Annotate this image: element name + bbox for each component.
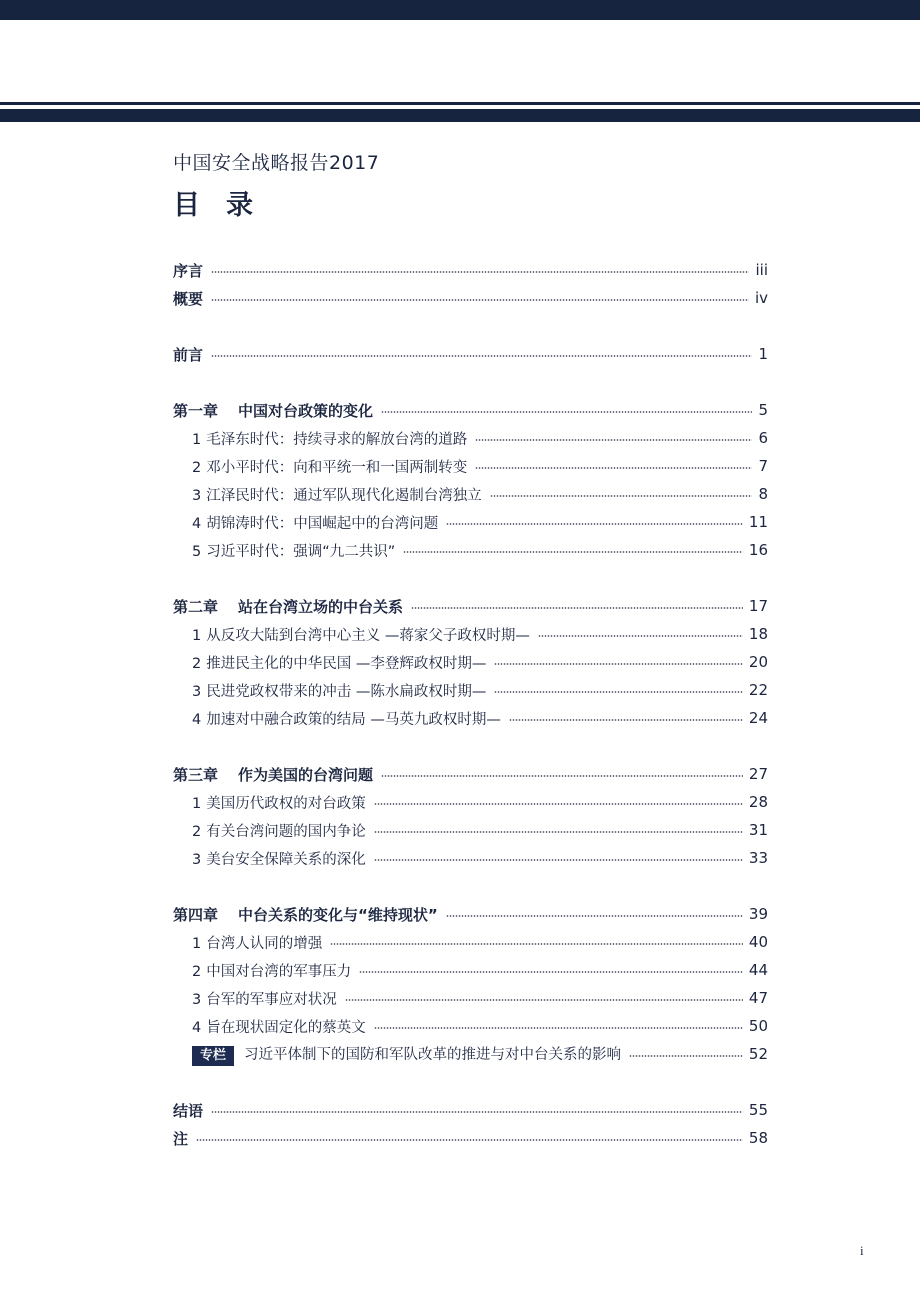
- column-title: 习近平体制下的国防和军队改革的推进与对中台关系的影响: [244, 1046, 622, 1063]
- toc-section-label: [192, 1016, 366, 1037]
- toc-entry-page: 44: [748, 961, 768, 979]
- toc-section-label: [192, 960, 351, 981]
- dot-leader: [196, 1139, 743, 1141]
- section-index: 2: [192, 823, 202, 840]
- section-title: 中国对台湾的军事压力: [206, 963, 352, 980]
- dot-leader: [211, 1111, 743, 1113]
- section-title: 旨在现状固定化的蔡英文: [206, 1019, 366, 1036]
- dot-leader: [359, 971, 743, 973]
- toc-entry-page: 16: [748, 541, 768, 559]
- section-title: 台军的军事应对状况: [206, 991, 337, 1008]
- toc-chapter-label: [173, 400, 373, 421]
- toc-section-label: [192, 428, 467, 449]
- toc-chapter-label: [173, 596, 403, 617]
- section-title: 习近平时代：强调“九二共识”: [206, 543, 396, 560]
- section-title: 美国历代政权的对台政策: [206, 795, 366, 812]
- toc-chapter-label: [173, 764, 373, 785]
- toc-entry-notes[interactable]: [173, 1124, 768, 1152]
- dot-leader: [345, 999, 743, 1001]
- toc-entry-page: 33: [748, 849, 768, 867]
- header-band-top: [0, 0, 920, 20]
- toc-chapter-3[interactable]: [173, 760, 768, 788]
- toc-section-label: [192, 652, 486, 673]
- toc-section-label: [192, 484, 482, 505]
- dot-leader: [411, 607, 743, 609]
- section-title: 推进民主化的中华民国 —李登辉政权时期—: [206, 655, 487, 672]
- section-index: 4: [192, 1019, 202, 1036]
- toc-entry-page: 24: [748, 709, 768, 727]
- dot-leader: [374, 859, 743, 861]
- section-index: 4: [192, 515, 202, 532]
- section-title: 民进党政权带来的冲击 —陈水扁政权时期—: [206, 683, 487, 700]
- section-index: 2: [192, 655, 202, 672]
- toc-entry-page: 47: [748, 989, 768, 1007]
- toc-entry-page: 58: [748, 1129, 768, 1147]
- section-index: 4: [192, 711, 202, 728]
- toc-chapter-label: [173, 904, 438, 925]
- toc-heading: 目录: [173, 190, 279, 221]
- dot-leader: [374, 803, 743, 805]
- toc-entry-foreword[interactable]: [173, 340, 768, 368]
- page-number: i: [860, 1243, 864, 1258]
- section-index: 3: [192, 851, 202, 868]
- toc-section-label: [192, 624, 530, 645]
- toc-column-entry[interactable]: [173, 1040, 768, 1068]
- dot-leader: [211, 271, 749, 273]
- dot-leader: [446, 523, 743, 525]
- toc-entry-page: 17: [748, 597, 768, 615]
- toc-entry-label: 概要: [173, 289, 204, 308]
- toc-entry-page: 28: [748, 793, 768, 811]
- toc-section-label: [192, 680, 486, 701]
- toc-section[interactable]: [173, 676, 768, 704]
- toc-entry-page: 31: [748, 821, 768, 839]
- dot-leader: [211, 299, 749, 301]
- toc-entry-page: 8: [758, 485, 768, 503]
- toc-chapter-4[interactable]: [173, 900, 768, 928]
- toc-entry-page: 52: [748, 1045, 768, 1063]
- dot-leader: [381, 775, 743, 777]
- section-title: 江泽民时代：通过军队现代化遏制台湾独立: [206, 487, 482, 504]
- section-index: 2: [192, 963, 202, 980]
- dot-leader: [330, 943, 743, 945]
- dot-leader: [446, 915, 743, 917]
- chapter-number: 第三章: [173, 765, 219, 784]
- toc-entry-preface[interactable]: [173, 256, 768, 284]
- toc-section[interactable]: [173, 1012, 768, 1040]
- toc-section[interactable]: [173, 452, 768, 480]
- toc-section-label: [192, 932, 322, 953]
- toc-section[interactable]: [173, 816, 768, 844]
- section-index: 1: [192, 431, 202, 448]
- toc-entry-page: 1: [758, 345, 768, 363]
- toc-section[interactable]: [173, 844, 768, 872]
- section-title: 邓小平时代：向和平统一和一国两制转变: [206, 459, 468, 476]
- table-of-contents: [173, 256, 768, 1152]
- toc-chapter-2[interactable]: [173, 592, 768, 620]
- toc-entry-page: 11: [748, 513, 768, 531]
- dot-leader: [538, 635, 743, 637]
- toc-entry-page: iii: [755, 261, 768, 279]
- chapter-title: 站在台湾立场的中台关系: [238, 597, 404, 616]
- section-index: 1: [192, 795, 202, 812]
- toc-section[interactable]: [173, 928, 768, 956]
- toc-section[interactable]: [173, 704, 768, 732]
- toc-entry-page: 20: [748, 653, 768, 671]
- dot-leader: [374, 1027, 743, 1029]
- dot-leader: [475, 467, 752, 469]
- toc-entry-label: 注: [173, 1129, 189, 1148]
- toc-entry-page: 6: [758, 429, 768, 447]
- toc-entry-page: 18: [748, 625, 768, 643]
- toc-section-label: [192, 540, 395, 561]
- toc-entry-page: 27: [748, 765, 768, 783]
- toc-section-label: [192, 820, 366, 841]
- toc-section[interactable]: [173, 788, 768, 816]
- section-index: 5: [192, 543, 202, 560]
- toc-entry-label: 序言: [173, 261, 204, 280]
- dot-leader: [381, 411, 752, 413]
- toc-entry-page: 40: [748, 933, 768, 951]
- toc-column-label: [192, 1043, 621, 1066]
- column-badge: 专栏: [192, 1046, 234, 1066]
- section-title: 毛泽东时代：持续寻求的解放台湾的道路: [206, 431, 468, 448]
- dot-leader: [374, 831, 743, 833]
- toc-entry-page: 39: [748, 905, 768, 923]
- toc-section[interactable]: [173, 480, 768, 508]
- section-index: 1: [192, 935, 202, 952]
- section-index: 3: [192, 487, 202, 504]
- section-index: 3: [192, 991, 202, 1008]
- dot-leader: [494, 691, 743, 693]
- toc-section-label: [192, 848, 366, 869]
- dot-leader: [494, 663, 743, 665]
- dot-leader: [403, 551, 743, 553]
- chapter-title: 中国对台政策的变化: [238, 401, 374, 420]
- dot-leader: [490, 495, 753, 497]
- section-title: 胡锦涛时代：中国崛起中的台湾问题: [206, 515, 439, 532]
- header-band-mid: [0, 109, 920, 122]
- dot-leader: [629, 1055, 743, 1057]
- toc-entry-page: 50: [748, 1017, 768, 1035]
- section-title: 台湾人认同的增强: [206, 935, 323, 952]
- chapter-number: 第四章: [173, 905, 219, 924]
- toc-entry-conclusion[interactable]: [173, 1096, 768, 1124]
- toc-section-label: [192, 512, 438, 533]
- toc-section-label: [192, 456, 467, 477]
- toc-section-label: [192, 988, 337, 1009]
- toc-entry-page: 5: [758, 401, 768, 419]
- toc-chapter-1[interactable]: [173, 396, 768, 424]
- toc-section[interactable]: [173, 536, 768, 564]
- toc-section[interactable]: [173, 620, 768, 648]
- chapter-title: 作为美国的台湾问题: [238, 765, 374, 784]
- section-title: 美台安全保障关系的深化: [206, 851, 366, 868]
- toc-entry-page: iv: [754, 289, 768, 307]
- toc-entry-label: 前言: [173, 345, 204, 364]
- toc-section-label: [192, 708, 501, 729]
- toc-section-label: [192, 792, 366, 813]
- toc-section[interactable]: [173, 508, 768, 536]
- section-title: 从反攻大陆到台湾中心主义 —蒋家父子政权时期—: [206, 627, 530, 644]
- section-title: 有关台湾问题的国内争论: [206, 823, 366, 840]
- toc-entry-label: 结语: [173, 1101, 204, 1120]
- chapter-number: 第二章: [173, 597, 219, 616]
- dot-leader: [509, 719, 743, 721]
- toc-entry-summary[interactable]: [173, 284, 768, 312]
- section-index: 1: [192, 627, 202, 644]
- chapter-number: 第一章: [173, 401, 219, 420]
- section-title: 加速对中融合政策的结局 —马英九政权时期—: [206, 711, 501, 728]
- toc-section[interactable]: [173, 648, 768, 676]
- dot-leader: [211, 355, 752, 357]
- section-index: 3: [192, 683, 202, 700]
- toc-entry-page: 22: [748, 681, 768, 699]
- toc-entry-page: 55: [748, 1101, 768, 1119]
- toc-section[interactable]: [173, 956, 768, 984]
- toc-section[interactable]: [173, 424, 768, 452]
- chapter-title: 中台关系的变化与“维持现状”: [238, 905, 438, 924]
- toc-section[interactable]: [173, 984, 768, 1012]
- header-band-thin: [0, 102, 920, 105]
- dot-leader: [475, 439, 752, 441]
- section-index: 2: [192, 459, 202, 476]
- report-title: 中国安全战略报告2017: [173, 152, 380, 174]
- toc-entry-page: 7: [758, 457, 768, 475]
